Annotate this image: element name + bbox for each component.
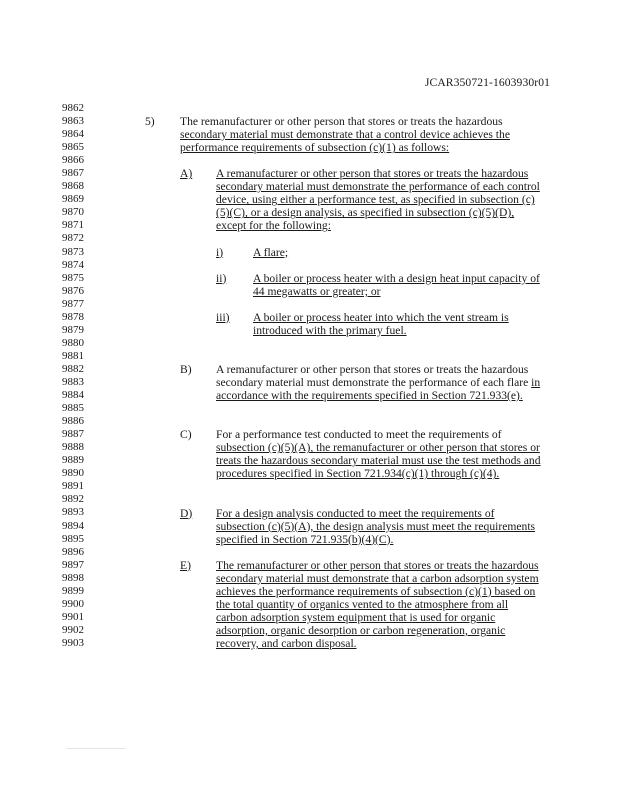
line-number: 9891	[62, 480, 84, 493]
line-number: 9867	[62, 167, 84, 180]
item-d-label: D)	[180, 506, 193, 520]
paragraph-5-label: 5)	[145, 115, 155, 129]
item-b-plain: A remanufacturer or other person that stores or treats the hazardous secondary material must demonstrate the performance of each flare	[216, 363, 532, 390]
paragraph-5-text	[180, 115, 525, 154]
document-id: JCAR350721-1603930r01	[424, 76, 550, 89]
line-number: 9882	[62, 362, 84, 375]
line-number: 9893	[62, 506, 84, 519]
line-number: 9873	[62, 245, 84, 258]
line-number: 9892	[62, 493, 84, 506]
line-number: 9877	[62, 297, 84, 310]
line-number: 9897	[62, 558, 84, 571]
line-number: 9899	[62, 584, 84, 597]
subitem-ii-text: A boiler or process heater with a design heat input capacity of 44 megawatts or greater; or	[253, 271, 540, 298]
line-number: 9862	[62, 102, 84, 114]
line-number-column	[62, 102, 102, 650]
item-b-text	[216, 363, 541, 402]
line-number: 9884	[62, 389, 84, 402]
line-number: 9871	[62, 219, 84, 232]
item-a-text: A remanufacturer or other person that stores or treats the hazardous secondary material must demonstrate the performance of each control device, using either a performance test, as specified in subsection (c)(5)(C), or a design analysis, as specified in subsection (c)(5)(D), except for the following:	[216, 167, 540, 233]
line-number: 9888	[62, 441, 84, 454]
line-number: 9866	[62, 154, 84, 167]
item-b-underlined: in accordance with the requirements specified in Section 721.933(e).	[216, 376, 541, 403]
line-number: 9872	[62, 232, 84, 245]
line-number: 9896	[62, 545, 84, 558]
line-number: 9895	[62, 532, 84, 545]
line-number: 9868	[62, 180, 84, 193]
subitem-iii-label: iii)	[216, 310, 230, 324]
item-a-label: A)	[180, 167, 193, 181]
line-number: 9876	[62, 284, 84, 297]
item-e-label: E)	[180, 558, 191, 572]
line-number: 9863	[62, 115, 84, 128]
item-c-label: C)	[180, 428, 192, 442]
item-c-underlined: subsection (c)(5)(A), the remanufacturer or other person that stores or treats the hazardous secondary material must use the test methods and procedures specified in Section 721.934(c)(1) through (c)(4).	[216, 441, 541, 481]
line-number: 9865	[62, 141, 84, 154]
line-number: 9903	[62, 636, 84, 649]
line-number: 9881	[62, 349, 84, 362]
item-c-text	[216, 428, 541, 480]
line-number: 9874	[62, 258, 84, 271]
line-number: 9875	[62, 271, 84, 284]
item-d-text: For a design analysis conducted to meet the requirements of subsection (c)(5)(A), the design analysis must meet the requirements specified in Section 721.935(b)(4)(C).	[216, 506, 536, 546]
subitem-i-text: A flare;	[253, 245, 289, 259]
line-number: 9864	[62, 128, 84, 141]
line-number: 9880	[62, 336, 84, 349]
line-number: 9883	[62, 375, 84, 388]
line-number: 9900	[62, 597, 84, 610]
paragraph-5-underlined: secondary material must demonstrate that a control device achieves the performance requirements of subsection (c)(1) as follows:	[180, 128, 510, 155]
line-number: 9894	[62, 519, 84, 532]
item-b-label: B)	[180, 363, 192, 376]
line-number: 9887	[62, 428, 84, 441]
line-number: 9889	[62, 454, 84, 467]
footer-rule	[66, 748, 126, 749]
subitem-i-label: i)	[216, 245, 224, 259]
line-number: 9886	[62, 415, 84, 428]
subitem-ii-label: ii)	[216, 271, 227, 285]
paragraph-5-plain: The remanufacturer or other person that stores or treats the hazardous	[180, 115, 503, 129]
line-number: 9901	[62, 610, 84, 623]
subitem-iii-text: A boiler or process heater into which the vent stream is introduced with the primary fuel.	[253, 310, 509, 337]
item-c-plain: For a performance test conducted to meet the requirements of	[216, 428, 502, 442]
line-number: 9878	[62, 310, 84, 323]
line-number: 9902	[62, 623, 84, 636]
line-number: 9869	[62, 193, 84, 206]
item-e-text: The remanufacturer or other person that stores or treats the hazardous secondary material must demonstrate that a carbon adsorption system achieves the performance requirements of subsection (c)(1) based on the total quantity of organics vented to the atmosphere from all carbon adsorption system equipment that is used for organic adsorption, organic desorption or carbon regeneration, organic recovery, and carbon disposal.	[216, 558, 539, 651]
line-number: 9879	[62, 323, 84, 336]
line-number: 9870	[62, 206, 84, 219]
line-number: 9890	[62, 467, 84, 480]
line-number: 9898	[62, 571, 84, 584]
line-number: 9885	[62, 402, 84, 415]
